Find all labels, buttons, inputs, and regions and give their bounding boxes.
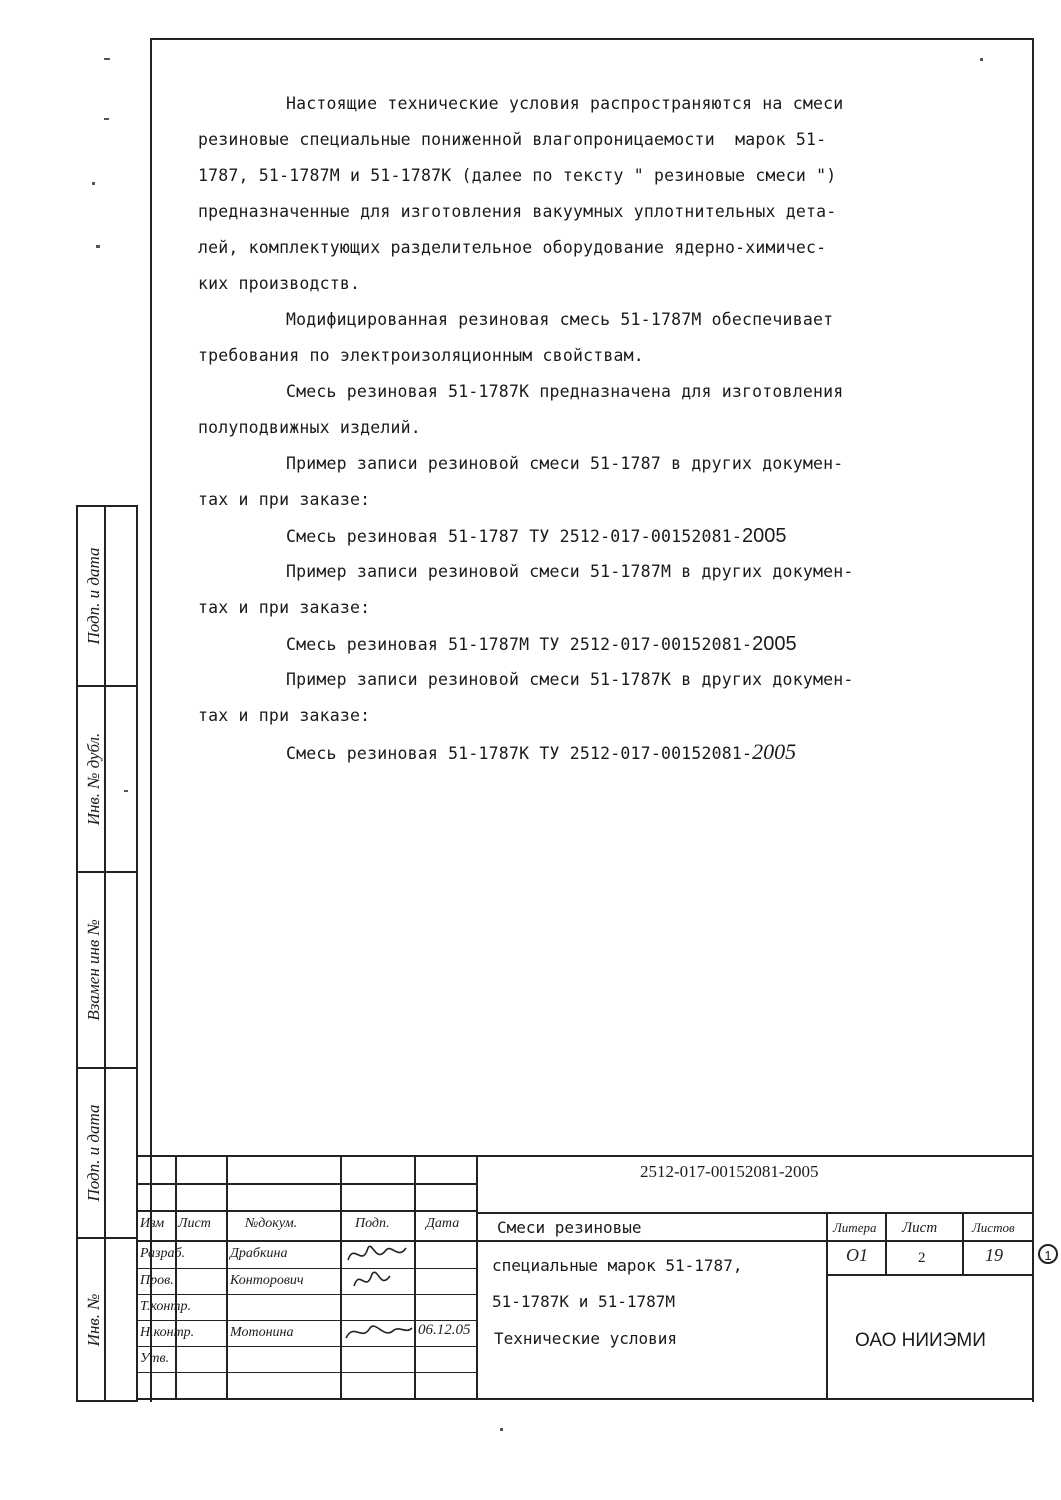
listov-value: 19 <box>985 1245 1003 1265</box>
body-line: Модифицированная резиновая смесь 51-1787М обеспечивает <box>286 310 834 329</box>
role-label: Т.контр. <box>140 1299 191 1314</box>
scan-speck <box>980 58 983 61</box>
role-label: Разраб. <box>140 1246 186 1261</box>
body-line: Пример записи резиновой смеси 51-1787К в других докумен- <box>286 670 854 689</box>
scan-speck <box>92 182 95 185</box>
designation-line <box>198 518 1008 554</box>
body-line: Пример записи резиновой смеси 51-1787 в других докумен- <box>286 454 844 473</box>
body-line: тах и при заказе: <box>198 598 371 617</box>
title-line: Смеси резиновые <box>497 1218 642 1237</box>
side-label: Взамен инв № <box>84 919 103 1021</box>
body-line: тах и при заказе: <box>198 490 371 509</box>
title-line: Технические условия <box>494 1329 678 1348</box>
listov-header: Листов <box>972 1220 1015 1235</box>
scan-speck <box>124 790 128 792</box>
body-line: требования по электроизоляционным свойствам. <box>198 346 644 365</box>
list-value: 2 <box>918 1250 926 1266</box>
title-line: 51-1787К и 51-1787М <box>492 1292 676 1311</box>
side-label: Подп. и дата <box>84 1104 103 1202</box>
role-name: Конторович <box>230 1273 304 1288</box>
body-line: лей, комплектующих разделительное оборудование ядерно-химичес- <box>198 238 827 257</box>
document-body <box>198 86 1008 770</box>
header-n-dokum: №докум. <box>245 1216 298 1231</box>
header-podp: Подп. <box>355 1216 390 1231</box>
side-label: Подп. и дата <box>84 547 103 645</box>
side-cell-inv-dubl <box>78 687 136 873</box>
body-line: полуподвижных изделий. <box>198 418 421 437</box>
side-stamp-strip <box>76 505 138 1402</box>
side-cell-podp-data <box>78 507 136 687</box>
designation-year: 2005 <box>752 633 797 655</box>
body-line: 1787, 51-1787М и 51-1787К (далее по тексту " резиновые смеси ") <box>198 166 837 185</box>
side-cell-inv-podl <box>78 1239 136 1400</box>
body-line: предназначенные для изготовления вакуумных уплотнительных дета- <box>198 202 837 221</box>
body-line: ких производств. <box>198 274 361 293</box>
header-data: Дата <box>426 1216 460 1231</box>
designation-line <box>198 734 1008 770</box>
title-block-bottom-border <box>138 1398 1033 1400</box>
document-code: 2512-017-00152081-2005 <box>640 1162 819 1181</box>
body-line: Настоящие технические условия распространяются на смеси <box>286 94 844 113</box>
side-label: Инв. № дубл. <box>84 732 103 826</box>
designation-year: 2005 <box>742 525 787 547</box>
scan-speck <box>104 58 110 60</box>
designation-text: Смесь резиновая 51-1787К ТУ 2512-017-00152081- <box>286 744 753 763</box>
designation-year-handwritten: 2005 <box>752 739 797 764</box>
side-label: Инв. № <box>84 1293 103 1346</box>
body-line: Смесь резиновая 51-1787К предназначена для изготовления <box>286 382 844 401</box>
scan-speck <box>104 118 109 120</box>
list-header: Лист <box>902 1220 938 1236</box>
organization: ОАО НИИЭМИ <box>855 1330 986 1351</box>
body-line: тах и при заказе: <box>198 706 371 725</box>
role-name: Мотонина <box>230 1325 294 1340</box>
body-line: резиновые специальные пониженной влагопроницаемости марок 51- <box>198 130 827 149</box>
lit-header: Литера <box>833 1220 877 1235</box>
title-line: специальные марок 51-1787, <box>492 1256 743 1275</box>
designation-text: Смесь резиновая 51-1787М ТУ 2512-017-00152081- <box>286 635 753 654</box>
scan-speck <box>96 245 100 248</box>
side-cell-vzamen-inv <box>78 873 136 1069</box>
header-izm: Изм <box>140 1216 165 1231</box>
signatures <box>340 1238 416 1348</box>
header-list: Лист <box>178 1216 211 1231</box>
role-name: Драбкина <box>230 1246 288 1261</box>
change-mark: 1 <box>1038 1244 1058 1264</box>
role-label: Пров. <box>140 1273 174 1288</box>
body-line: Пример записи резиновой смеси 51-1787М в других докумен- <box>286 562 854 581</box>
designation-text: Смесь резиновая 51-1787 ТУ 2512-017-00152081- <box>286 527 743 546</box>
scan-speck <box>500 1428 503 1431</box>
role-label: Н.контр. <box>140 1325 195 1340</box>
role-label: Утв. <box>140 1351 170 1366</box>
side-cell-podp-data-2 <box>78 1069 136 1239</box>
designation-line <box>198 626 1008 662</box>
lit-value: О1 <box>846 1245 868 1265</box>
date-entry: 06.12.05 <box>418 1322 471 1338</box>
